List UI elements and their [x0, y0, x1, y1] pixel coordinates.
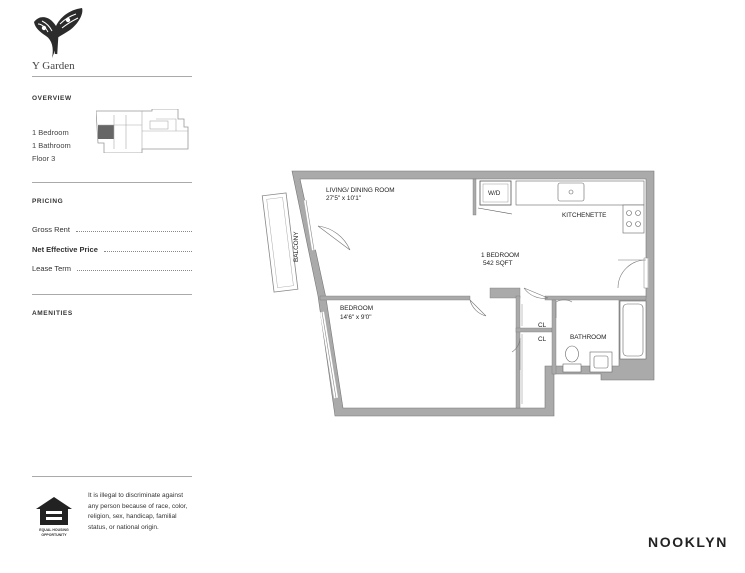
lease-term-label: Lease Term: [32, 264, 72, 273]
closet-label: CL: [538, 322, 547, 329]
living-room-dimensions: 27'5" x 10'1": [326, 195, 362, 202]
kitchen-counter: [516, 181, 644, 233]
bathtub: [620, 301, 646, 359]
bedroom-count: 1 Bedroom: [32, 128, 69, 137]
bathroom-label: BATHROOM: [570, 334, 607, 341]
vanity-sink: [590, 352, 612, 372]
overview-title: OVERVIEW: [32, 95, 72, 102]
gross-rent-label: Gross Rent: [32, 225, 70, 234]
bedroom-label: BEDROOM: [340, 305, 374, 312]
kitchenette-label: KITCHENETTE: [562, 212, 607, 219]
fair-housing-disclaimer: It is illegal to discriminate against any person because of race, color, religion, sex, handicap, familial status, or national origin.: [88, 492, 188, 531]
eho-caption-line: EQUAL HOUSING: [39, 528, 69, 532]
closet-label: CL: [538, 336, 547, 343]
toilet: [563, 346, 581, 372]
bathroom-count: 1 Bathroom: [32, 141, 71, 150]
amenities-title: AMENITIES: [32, 310, 73, 317]
living-room-label: LIVING/ DINING ROOM: [326, 187, 395, 194]
floor-number: Floor 3: [32, 154, 56, 163]
balcony-label: BALCONY: [293, 231, 300, 262]
company-wordmark: NOOKLYN: [648, 534, 728, 550]
washer-dryer: [478, 181, 512, 214]
pricing-title: PRICING: [32, 198, 64, 205]
net-effective-price-label: Net Effective Price: [32, 245, 98, 254]
eho-caption-line: OPPORTUNITY: [41, 532, 67, 537]
unit-sqft-label: 542 SQFT: [483, 260, 513, 267]
brand-name: Y Garden: [32, 60, 75, 72]
washer-dryer-label: W/D: [488, 190, 501, 197]
bedroom-dimensions: 14'6" x 9'0": [340, 314, 372, 321]
unit-type-label: 1 BEDROOM: [481, 252, 520, 259]
